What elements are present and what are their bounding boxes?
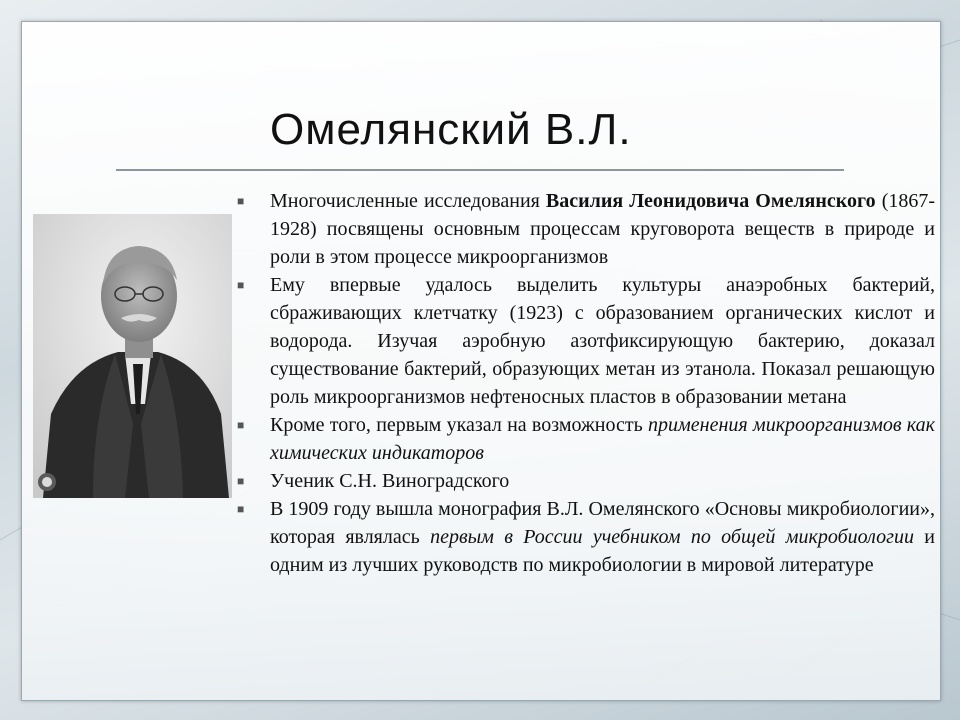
bullet-text: и одним из лучших руководств по микробиологии в мировой литературе xyxy=(270,526,936,576)
portrait-photo xyxy=(33,214,232,498)
bullet-marker: ■ xyxy=(237,278,245,292)
bullet-bold-name: Василия Леонидовича Омелянского xyxy=(545,190,876,212)
bullet-italic-text: применения микроорганизмов как химических индикаторов xyxy=(270,414,936,464)
bullet-text: (1867-1928) посвящены основным процессам круговорота веществ в природе и роли в этом процессе микроорганизмов xyxy=(270,190,936,268)
slide-title: Омелянский В.Л. xyxy=(270,105,632,154)
bullet-marker: ■ xyxy=(237,474,245,488)
bullet-item xyxy=(234,411,935,467)
bullet-text: Ему впервые удалось выделить культуры анаэробных бактерий, сбраживающих клетчатку (1923) с образованием органических кислот и водорода. Изучая аэробную азотфиксирующую бактерию, доказал существование бактерий, образующих метан из этанола. Показал решающую роль микроорганизмов нефтеносных пластов в образовании метана xyxy=(270,274,935,408)
bullet-text: Многочисленные исследования xyxy=(270,190,546,212)
portrait-image xyxy=(33,214,232,498)
title-divider xyxy=(116,169,844,171)
bullet-item xyxy=(234,187,935,271)
bullet-item xyxy=(234,495,935,579)
bullet-text: Кроме того, первым указал на возможность xyxy=(270,414,649,436)
bullet-item xyxy=(234,271,935,411)
bullet-text: Ученик С.Н. Виноградского xyxy=(270,470,510,492)
bullet-marker: ■ xyxy=(237,418,245,432)
bullet-list xyxy=(234,187,935,579)
bullet-marker: ■ xyxy=(237,502,245,516)
bullet-text: В 1909 году вышла монография В.Л. Омелянского «Основы микробиологии», которая являлась xyxy=(270,498,935,548)
bullet-marker: ■ xyxy=(237,194,245,208)
bullet-italic-text: первым в России учебником по общей микробиологии xyxy=(430,526,914,548)
bullet-item xyxy=(234,467,935,495)
